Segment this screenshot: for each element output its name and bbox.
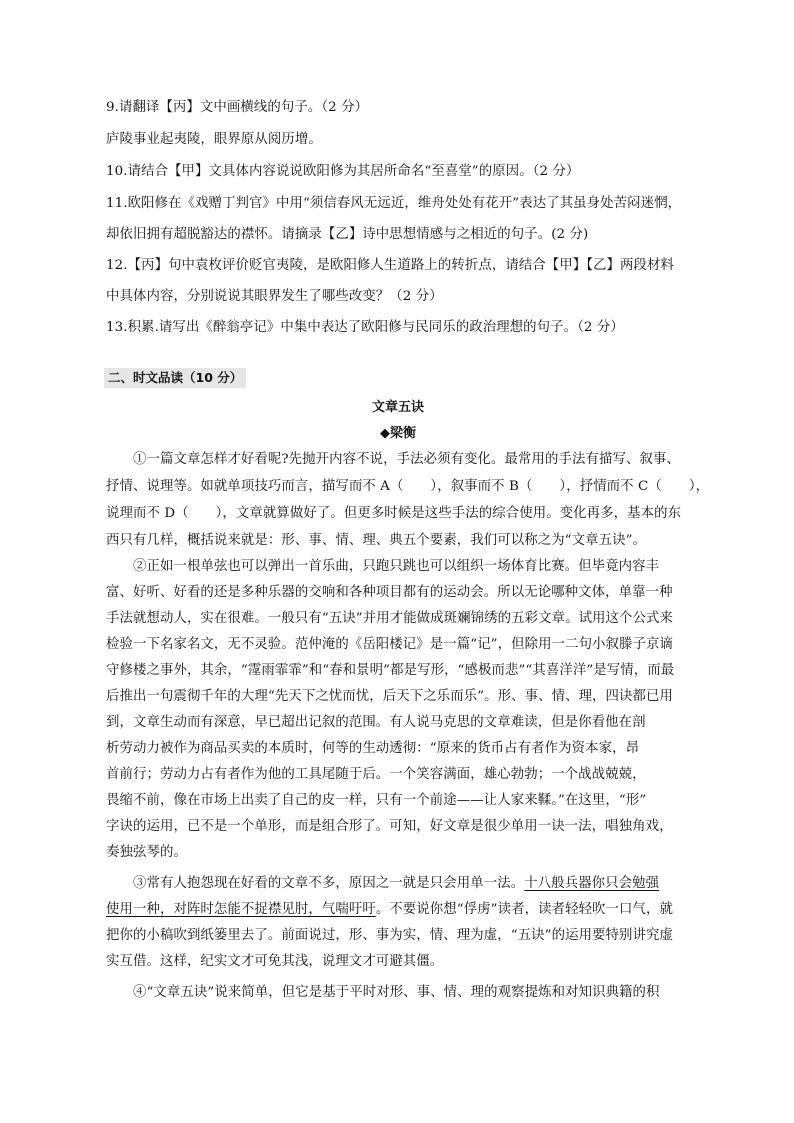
paragraph-2-line: 首前行；劳动力占有者作为他的工具尾随于后。一个笑容满面，雄心勃勃；一个战战兢兢， <box>106 767 646 782</box>
paragraph-2-line: ②正如一根单弦也可以弹出一首乐曲，只跑只跳也可以组织一场体育比赛。但毕竟内容丰 <box>133 559 660 574</box>
paragraph-2-line: 畏缩不前，像在市场上出卖了自己的皮一样，只有一个前途——让人家来鞣。”在这里，“形” <box>106 793 647 808</box>
paragraph-2-line: 奏独弦琴的。 <box>106 845 187 860</box>
paragraph-1-line: ①一篇文章怎样才好看呢?先抛开内容不说，手法必须有变化。最常用的手法有描写、叙事、 <box>133 452 680 467</box>
question-12-line-1: 12.【丙】句中袁枚评价贬官夷陵，是欧阳修人生道路上的转折点，请结合【甲】【乙】两段材料 <box>106 258 675 273</box>
article-title: 文章五诀 <box>371 400 424 415</box>
question-9-quote: 庐陵事业起夷陵，眼界原从阅历增。 <box>106 132 322 147</box>
question-11-line-1: 11.欧阳修在《戏赠丁判官》中用“须信春风无远近，维舟处处有花开”表达了其虽身处苦闷迷惘， <box>106 196 682 211</box>
paragraph-2-line: 检验一下名家名文，无不灵验。范仲淹的《岳阳楼记》是一篇“记”，但除用一二句小叙滕子京谪 <box>106 637 674 652</box>
paragraph-2-line: 富、好听、好看的还是多种乐器的交响和各种项目都有的运动会。所以无论哪种文体，单靠一种 <box>106 585 673 600</box>
paragraph-2-line: 手法就想动人，实在很难。一般只有“五诀”并用才能做成斑斓锦绣的五彩文章。试用这个公式来 <box>106 611 674 626</box>
question-12-line-2: 中具体内容，分别说说其眼界发生了哪些改变？（2 分） <box>106 289 443 304</box>
paragraph-1-line: 西只有几样，概括说来就是：形、事、情、理、典五个要素，我们可以称之为“文章五诀”。 <box>106 533 647 548</box>
paragraph-2-line: 析劳动力被作为商品买卖的本质时，何等的生动透彻：“原来的货币占有者作为资本家，昂 <box>106 741 640 756</box>
paragraph-3-text: 。不要说你想“俘虏”读者，读者轻轻吹一口气，就 <box>375 902 674 917</box>
paragraph-3-line: 把你的小稿吹到纸篓里去了。前面说过，形、事为实，情、理为虚，“五诀”的运用要特别讲究虚 <box>106 928 674 943</box>
question-13: 13.积累.请写出《醉翁亭记》中集中表达了欧阳修与民同乐的政治理想的句子。（2 分） <box>106 320 624 335</box>
paragraph-3-text: ③常有人抱怨现在好看的文章不多，原因之一就是只会用单一法。 <box>133 876 525 891</box>
question-9: 9.请翻译【丙】文中画横线的句子。（2 分） <box>106 100 369 115</box>
paragraph-2-line: 到，文章生动而有深意，早已超出记叙的范围。有人说马克思的文章难读，但是你看他在剖 <box>106 715 646 730</box>
paragraph-3-line-2 <box>106 900 706 920</box>
paragraph-2-line: 字诀的运用，已不是一个单形，而是组合形了。可知，好文章是很少单用一诀一法，唱独角戏， <box>106 819 673 834</box>
paragraph-3-line-1 <box>133 874 733 894</box>
paragraph-3-line: 实互借。这样，纪实文才可免其浅，说理文才可避其僵。 <box>106 954 444 969</box>
paragraph-1-line: 说理而不 D（ ），文章就算做好了。但更多时候是这些手法的综合使用。变化再多，基本的东 <box>106 506 682 521</box>
paragraph-2-line: 后推出一句震彻千年的大理“先天下之忧而忧，后天下之乐而乐”。形、事、情、理，四诀都已用 <box>106 689 674 704</box>
underlined-sentence: 使用一种，对阵时怎能不捉襟见肘，气喘吁吁 <box>106 902 376 917</box>
paragraph-2-line: 守修楼之事外，其余，“霪雨霏霏”和“春和景明”都是写形，“感极而悲”“其喜洋洋”是写情，而最 <box>106 663 675 678</box>
paragraph-4-line: ④“文章五诀”说来简单，但它是基于平时对形、事、情、理的观察提炼和对知识典籍的积 <box>133 985 660 1000</box>
article-author: ◆梁衡 <box>380 426 416 441</box>
question-11-line-2: 却依旧拥有超脱豁达的襟怀。请摘录【乙】诗中思想情感与之相近的句子。(2 分) <box>106 227 589 242</box>
question-10: 10.请结合【甲】文具体内容说说欧阳修为其居所命名“至喜堂”的原因。（2 分） <box>106 164 580 179</box>
paragraph-1-line: 抒情、说理等。如就单项技巧而言，描写而不 A（ ），叙事而不 B（ ），抒情而不 C（ ）， <box>106 479 710 494</box>
underlined-sentence: 十八般兵器你只会勉强 <box>524 876 660 891</box>
section-heading: 二、时文品读（10 分） <box>104 368 246 388</box>
